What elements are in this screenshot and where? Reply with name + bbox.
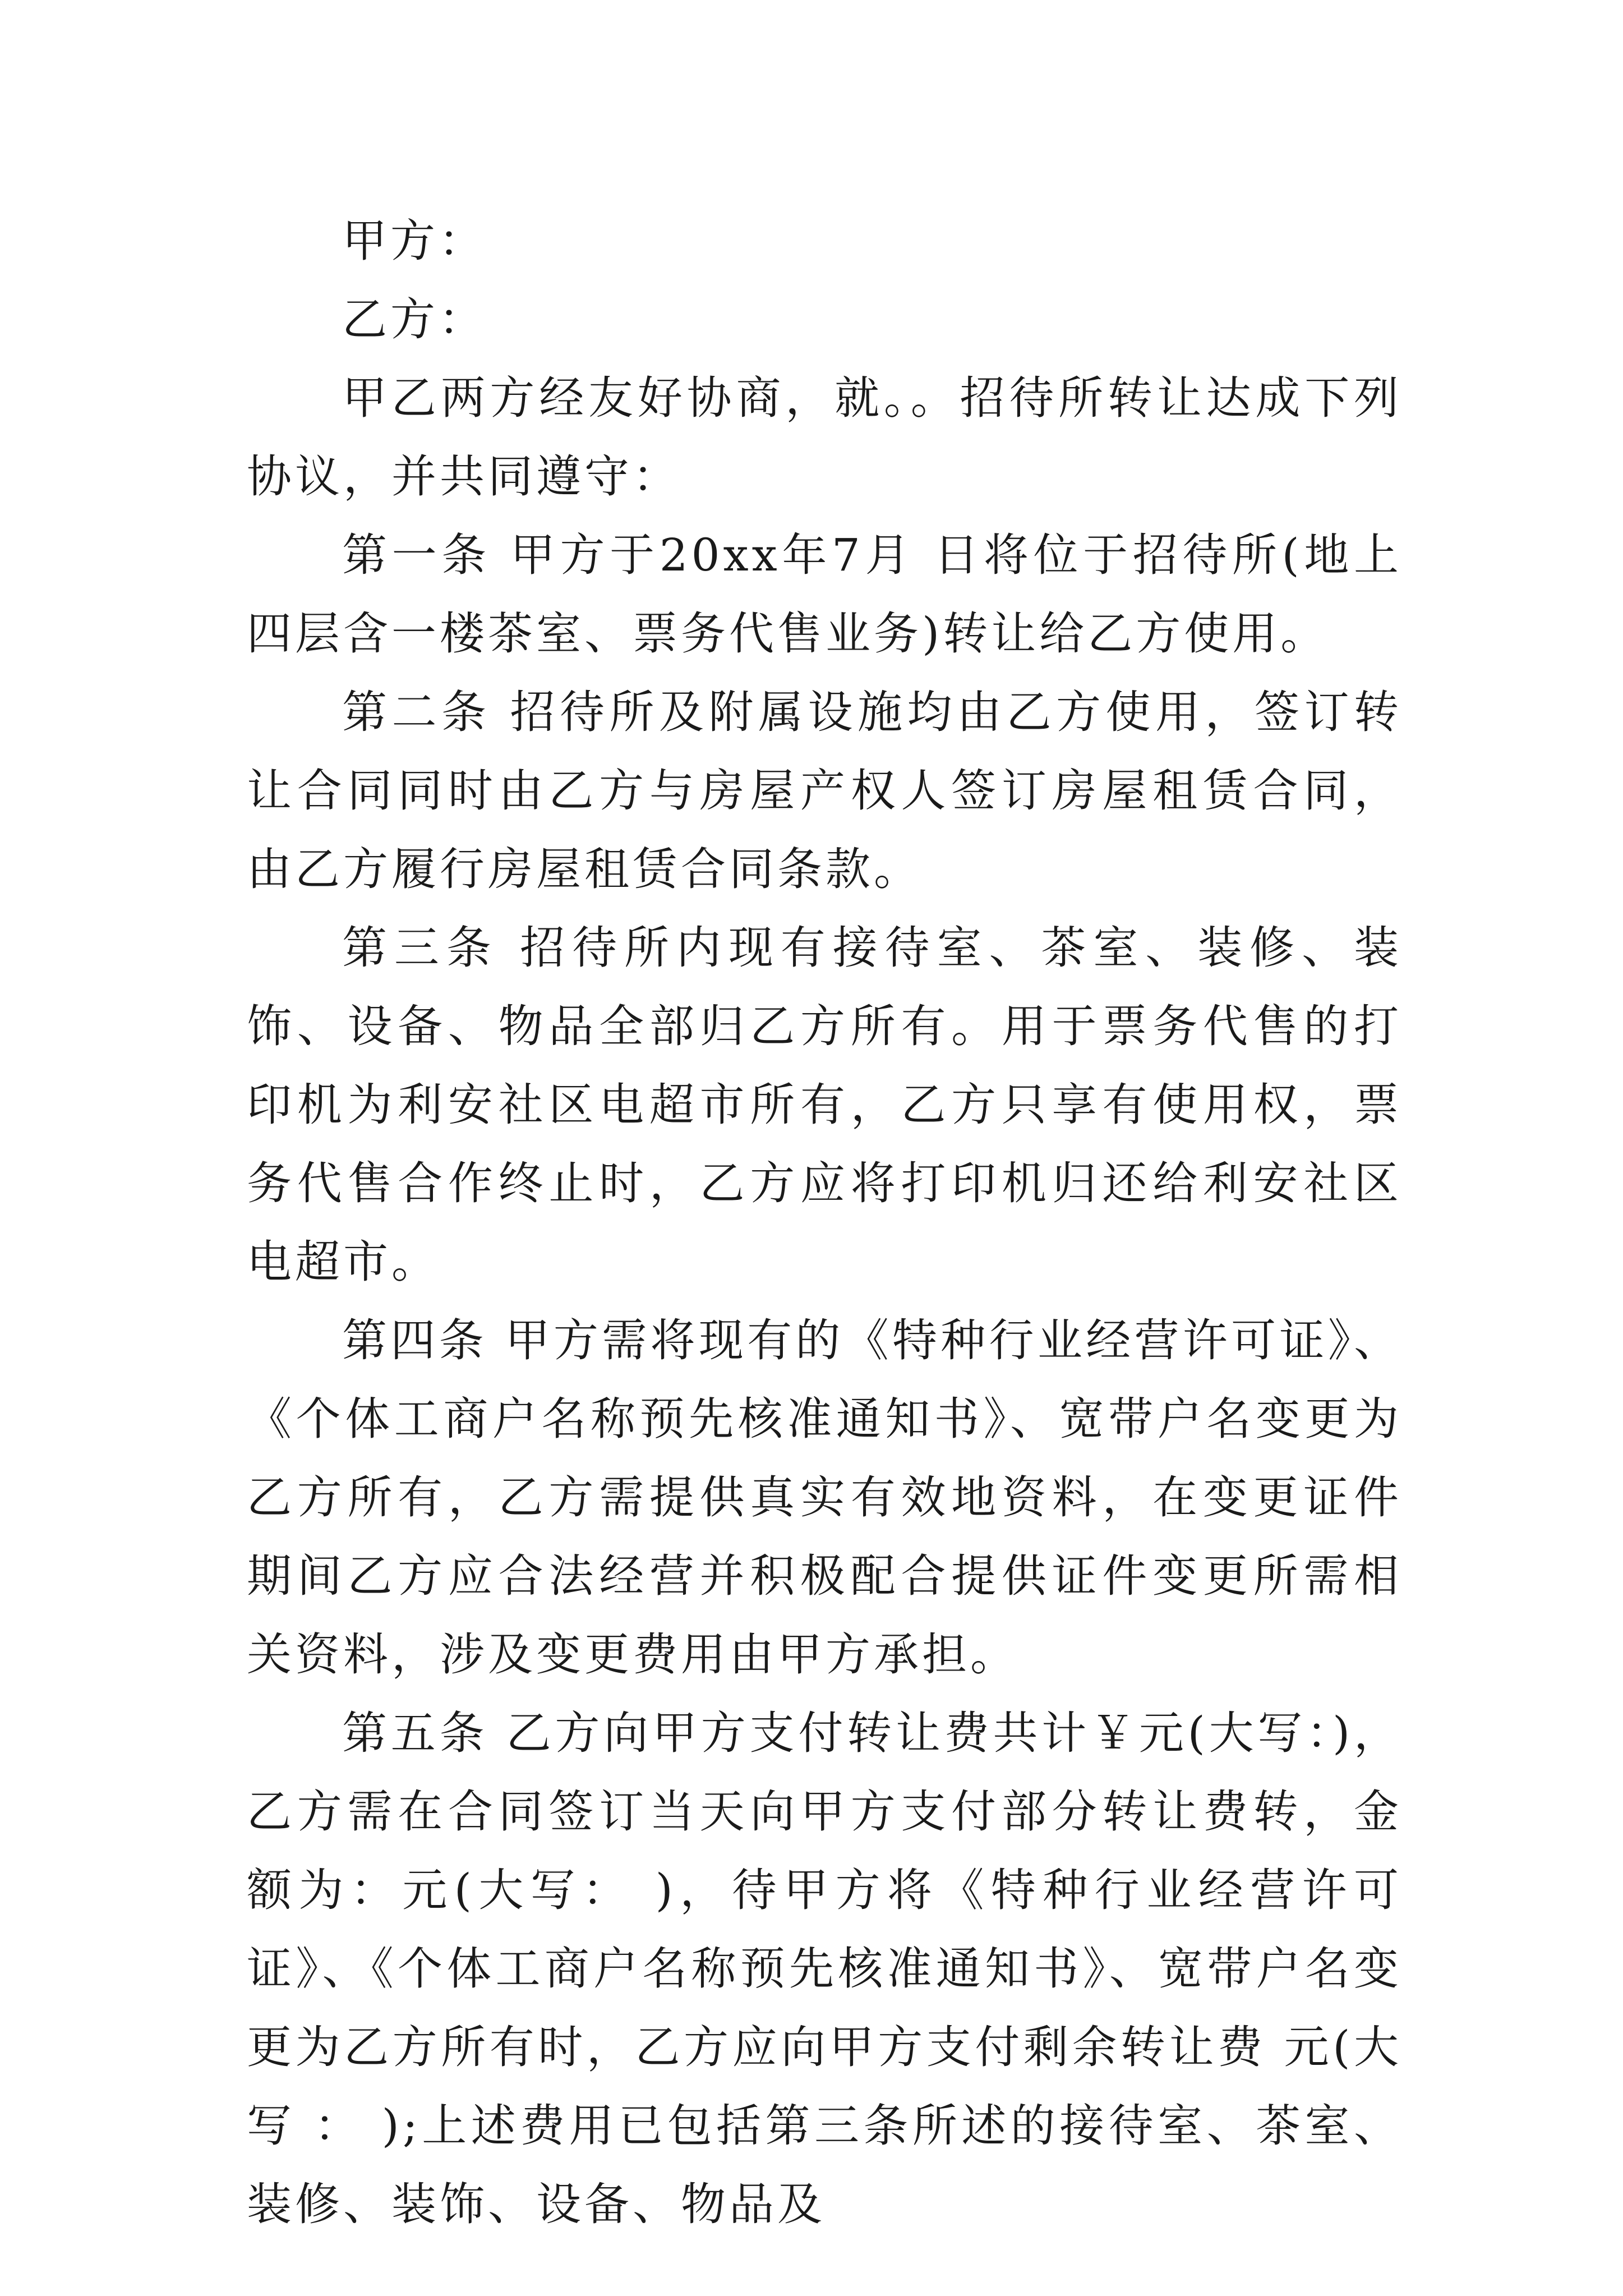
party-a-line: 甲方：: [342, 215, 487, 267]
article-2-paragraph: 第二条 招待所及附属设施均由乙方使用，签订转让合同同时由乙方与房屋产权人签订房屋租赁合同，由乙方履行房屋租赁合同条款。: [247, 686, 1402, 895]
article-5-paragraph: 第五条 乙方向甲方支付转让费共计￥元(大写：)，乙方需在合同签订当天向甲方支付部分转让费转，金额为：元(大写： )，待甲方将《特种行业经营许可证》、《个体工商户名称预先核准通知书》、宽带户名变更为乙方所有时，乙方应向甲方支付剩余转让费 元(大写 ： );上述费用已包括第三条所述的接待室、茶室、装修、装饰、设备、物品及: [247, 1707, 1402, 2230]
article-1-paragraph: 第一条 甲方于20xx年7月 日将位于招待所(地上四层含一楼茶室、票务代售业务)转让给乙方使用。: [247, 529, 1402, 660]
contract-body: [247, 202, 1402, 2244]
article-4-paragraph: 第四条 甲方需将现有的《特种行业经营许可证》、《个体工商户名称预先核准通知书》、宽带户名变更为乙方所有，乙方需提供真实有效地资料，在变更证件期间乙方应合法经营并积极配合提供证件变更所需相关资料，涉及变更费用由甲方承担。: [247, 1314, 1402, 1681]
article-3-paragraph: 第三条 招待所内现有接待室、茶室、装修、装饰、设备、物品全部归乙方所有。用于票务代售的打印机为利安社区电超市所有，乙方只享有使用权，票务代售合作终止时，乙方应将打印机归还给利安社区电超市。: [247, 922, 1402, 1288]
preamble-paragraph: 甲乙两方经友好协商，就。。招待所转让达成下列协议，并共同遵守：: [247, 372, 1402, 503]
party-b-line: 乙方：: [342, 293, 487, 346]
